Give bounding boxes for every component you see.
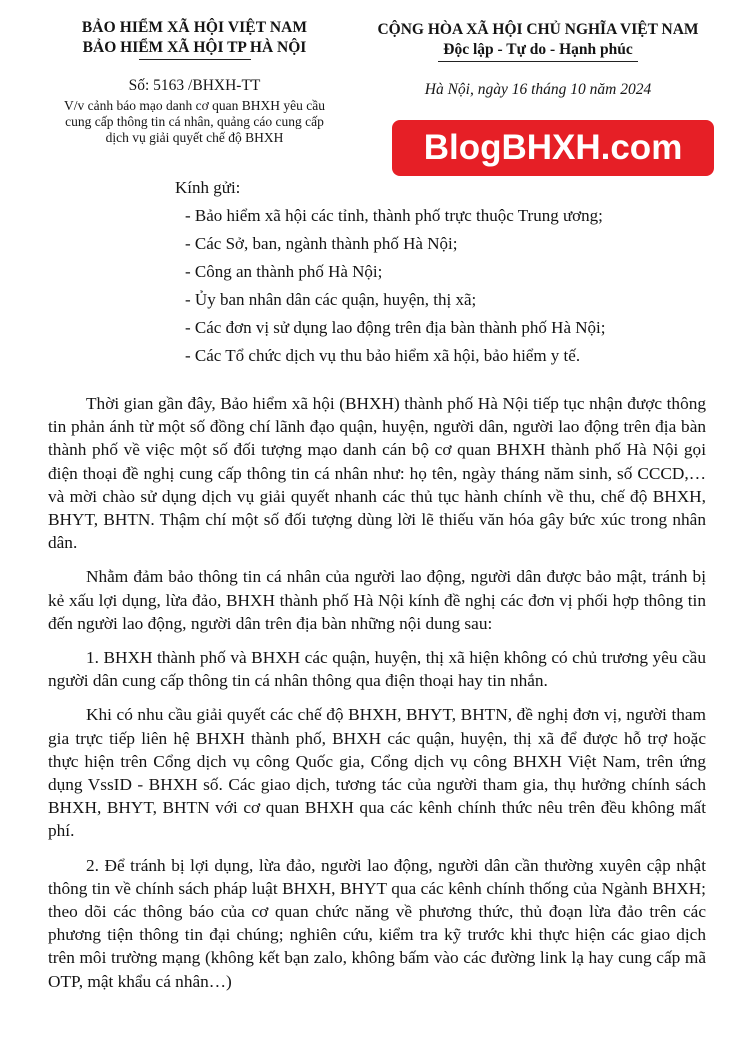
- document-subject: V/v cảnh báo mạo danh cơ quan BHXH yêu cầu cung cấp thông tin cá nhân, quảng cáo cung cấp dịch vụ giải quyết chế độ BHXH: [64, 98, 325, 145]
- country-name: CỘNG HÒA XÃ HỘI CHỦ NGHĨA VIỆT NAM: [377, 21, 699, 38]
- issuing-agency-block: [52, 18, 337, 146]
- issuing-agency-name: BẢO HIỂM XÃ HỘI TP HÀ NỘI: [82, 39, 307, 56]
- recipient-item: - Các Tổ chức dịch vụ thu bảo hiểm xã hội, bảo hiểm y tế.: [185, 346, 581, 365]
- motto-underline: [438, 61, 638, 62]
- watermark-logo: BlogBHXH.com: [392, 120, 714, 176]
- recipient-item: - Bảo hiểm xã hội các tỉnh, thành phố trực thuộc Trung ương;: [185, 206, 603, 225]
- body-paragraph: 2. Để tránh bị lợi dụng, lừa đảo, người lao động, người dân cần thường xuyên cập nhật thông tin về chính sách pháp luật BHXH, BHYT qua các kênh chính thống của Ngành BHXH; theo dõi các thông báo của cơ quan chức năng về phương thức, thủ đoạn lừa đảo trên các phương tiện thông tin đại chúng; nghiên cứu, kiểm tra kỹ trước khi thực hiện các giao dịch trên môi trường mạng (không kết bạn zalo, không bấm vào các đường link lạ hay cung cấp mã OTP, mật khẩu cá nhân…): [48, 855, 706, 991]
- agency-underline: [139, 59, 251, 60]
- recipient-item: - Các đơn vị sử dụng lao động trên địa bàn thành phố Hà Nội;: [185, 318, 606, 337]
- national-motto: Độc lập - Tự do - Hạnh phúc: [443, 41, 633, 58]
- body-paragraph: Thời gian gần đây, Bảo hiểm xã hội (BHXH) thành phố Hà Nội tiếp tục nhận được thông tin phản ánh từ một số đồng chí lãnh đạo quận, huyện, người dân, người lao động trên địa bàn thành phố về việc một số đối tượng mạo danh cán bộ cơ quan BHXH thành phố Hà Nội gọi điện thoại đề nghị cung cấp thông tin cá nhân như: họ tên, ngày tháng năm sinh, số CCCD,…và mời chào sử dụng dịch vụ giải quyết nhanh các thủ tục hành chính về thu, chế độ BHXH, BHYT, BHTN. Thậm chí một số đối tượng dùng lời lẽ thiếu văn hóa gây bức xúc trong nhân dân.: [48, 394, 706, 553]
- parent-agency-name: BẢO HIỂM XÃ HỘI VIỆT NAM: [81, 19, 308, 36]
- recipient-item: - Công an thành phố Hà Nội;: [185, 262, 383, 281]
- recipient-item: - Ủy ban nhân dân các quận, huyện, thị xã;: [185, 290, 477, 309]
- body-paragraph: Nhằm đảm bảo thông tin cá nhân của người lao động, người dân được bảo mật, tránh bị kẻ xấu lợi dụng, lừa đảo, BHXH thành phố Hà Nội kính đề nghị các đơn vị phối hợp thông tin đến người lao động, người dân trên địa bàn những nội dung sau:: [48, 567, 706, 633]
- recipient-item: - Các Sở, ban, ngành thành phố Hà Nội;: [185, 234, 458, 253]
- greeting: Kính gửi:: [175, 178, 241, 197]
- body-paragraph: 1. BHXH thành phố và BHXH các quận, huyện, thị xã hiện không có chủ trương yêu cầu người dân cung cấp thông tin cá nhân thông qua điện thoại hay tin nhắn.: [48, 648, 706, 691]
- recipient-list: [185, 202, 605, 370]
- body-paragraph: Khi có nhu cầu giải quyết các chế độ BHXH, BHYT, BHTN, đề nghị đơn vị, người tham gia trực tiếp liên hệ BHXH thành phố, BHXH các quận, huyện, thị xã để được hỗ trợ hoặc thực hiện trên Cổng dịch vụ công Quốc gia, Cổng dịch vụ công BHXH Việt Nam, trên ứng dụng VssID - BHXH số. Các giao dịch, tương tác của người tham gia, thụ hưởng chính sách BHXH, BHYT, BHTN với cơ quan BHXH qua các kênh chính thức nêu trên đều không mất phí.: [48, 705, 706, 841]
- place-and-date: Hà Nội, ngày 16 tháng 10 năm 2024: [424, 81, 652, 98]
- national-header-block: [352, 20, 724, 100]
- document-body: [48, 392, 706, 1004]
- document-number: Số: 5163 /BHXH-TT: [128, 77, 261, 94]
